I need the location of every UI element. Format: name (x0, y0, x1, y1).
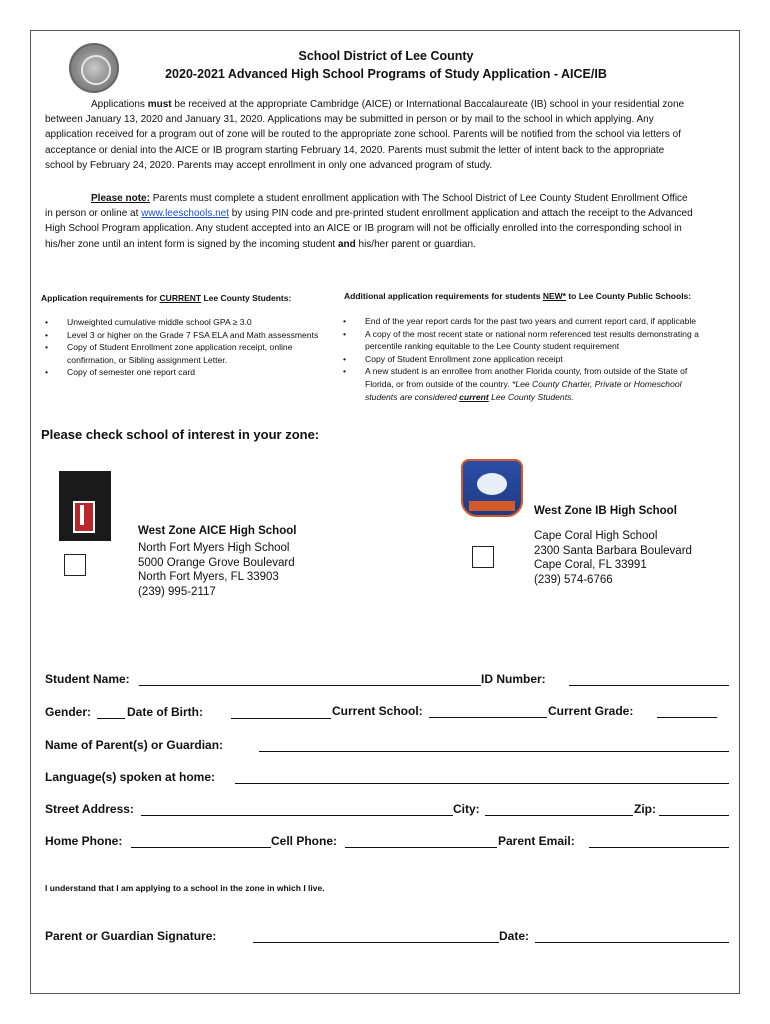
note-paragraph: Please note: Parents must complete a student enrollment application with The School District of Lee County Student Enrollment Office in person or online at www.leeschools.net by using PIN code and pre-printed student enrollment application and attach the receipt to the Advanced High School Program application. Any student accepted into an AICE or IB program will not be officially enrolled into the corresponding school in his/her zone until an intent form is signed by the incoming student and his/her parent or guardian. (45, 193, 693, 250)
list-item: • Copy of semester one report card (43, 366, 333, 379)
parent-name-label: Name of Parent(s) or Guardian: (45, 738, 224, 752)
cell-phone-field[interactable] (345, 834, 497, 848)
current-grade-field[interactable] (657, 704, 717, 718)
zip-label: Zip: (634, 802, 656, 816)
home-phone-field[interactable] (131, 834, 271, 848)
current-school-field[interactable] (429, 704, 547, 718)
street-address-field[interactable] (141, 802, 453, 816)
list-item: • A copy of the most recent state or national norm referenced test results demonstrating a percentile ranking equitable to the Lee County student requirement (341, 328, 711, 353)
id-number-label: ID Number: (481, 672, 546, 686)
ib-school-address: Cape Coral High School 2300 Santa Barbara Boulevard Cape Coral, FL 33991 (239) 574-6766 (534, 530, 692, 586)
list-item: • A new student is an enrollee from another Florida county, from outside of the State of Florida, or from outside of the country. *Lee County Charter, Private or Homeschool students are considered current Lee County Students. (341, 365, 711, 403)
signature-field[interactable] (253, 929, 499, 943)
knight-crest-icon (59, 471, 111, 541)
parent-email-label: Parent Email: (498, 834, 575, 848)
city-label: City: (453, 802, 480, 816)
form-title: 2020-2021 Advanced High School Programs of Study Application - AICE/IB (165, 67, 607, 81)
id-number-field[interactable] (569, 672, 729, 686)
aice-school-checkbox[interactable] (64, 554, 86, 576)
ib-zone-label: West Zone IB High School (534, 505, 677, 517)
student-name-label: Student Name: (45, 672, 130, 686)
current-requirements-list (43, 316, 333, 379)
aice-zone-label: West Zone AICE High School (138, 525, 297, 537)
district-name: School District of Lee County (298, 49, 474, 63)
check-school-heading: Please check school of interest in your zone: (41, 427, 320, 442)
home-phone-label: Home Phone: (45, 834, 123, 848)
gender-label: Gender: (45, 705, 92, 719)
new-requirements-list (341, 315, 711, 403)
list-item: • Copy of Student Enrollment zone application receipt, online confirmation, or Sibling assignment Letter. (43, 341, 333, 366)
signature-label: Parent or Guardian Signature: (45, 929, 217, 943)
date-field[interactable] (535, 929, 729, 943)
current-requirements-heading: Application requirements for CURRENT Lee County Students: (41, 293, 292, 303)
street-address-label: Street Address: (45, 802, 134, 816)
aice-school-address: North Fort Myers High School 5000 Orange Grove Boulevard North Fort Myers, FL 33903 (239) 995-2117 (138, 542, 295, 598)
language-label: Language(s) spoken at home: (45, 770, 216, 784)
new-requirements-heading: Additional application requirements for students NEW* to Lee County Public Schools: (344, 291, 692, 301)
parent-email-field[interactable] (589, 834, 729, 848)
city-field[interactable] (485, 802, 633, 816)
application-form-page (30, 30, 740, 994)
list-item: • Copy of Student Enrollment zone application receipt (341, 353, 711, 366)
date-label: Date: (499, 929, 530, 943)
current-grade-label: Current Grade: (548, 704, 634, 718)
note-label: Please note: (91, 193, 150, 204)
dob-label: Date of Birth: (127, 705, 203, 719)
understand-statement: I understand that I am applying to a school in the zone in which I live. (45, 883, 325, 893)
gender-field[interactable] (97, 705, 125, 719)
list-item: • Level 3 or higher on the Grade 7 FSA ELA and Math assessments (43, 329, 333, 342)
seahawk-crest-icon (461, 459, 523, 517)
zip-field[interactable] (659, 802, 729, 816)
leeschools-link[interactable]: www.leeschools.net (141, 208, 229, 220)
dob-field[interactable] (231, 705, 331, 719)
current-school-label: Current School: (332, 704, 423, 718)
language-field[interactable] (235, 770, 729, 784)
intro-paragraph: Applications must be received at the appropriate Cambridge (AICE) or International Baccalaureate (IB) school in your residential zone between January 13, 2020 and January 31, 2020. Applications may be submitted in person or by mail to the school in which applying. Any application received for a program out of zone will be routed to the appropriate zone school. Parents will be notified from the school via letters of acceptance or denial into the AICE or IB program starting February 14, 2020. Parents must submit the letter of intent back to the appropriate school by February 24, 2020. Parents may accept enrollment in only one advanced program of study. (45, 99, 685, 171)
cell-phone-label: Cell Phone: (271, 834, 338, 848)
list-item: • Unweighted cumulative middle school GPA ≥ 3.0 (43, 316, 333, 329)
student-name-field[interactable] (139, 672, 481, 686)
parent-name-field[interactable] (259, 738, 729, 752)
ib-school-checkbox[interactable] (472, 546, 494, 568)
list-item: • End of the year report cards for the past two years and current report card, if applicable (341, 315, 711, 328)
